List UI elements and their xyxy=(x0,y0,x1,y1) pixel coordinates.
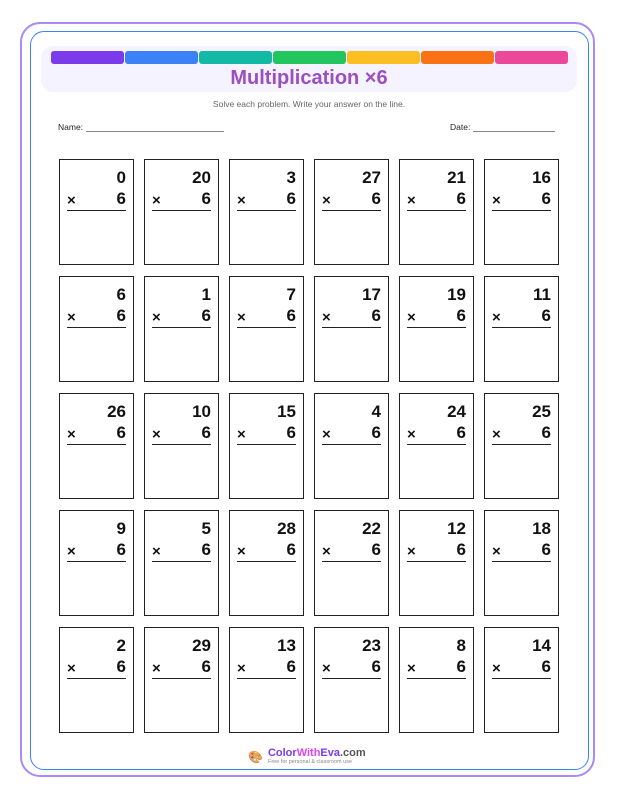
answer-line xyxy=(407,210,466,211)
times-sign: × xyxy=(67,543,76,560)
problem-card[interactable] xyxy=(59,159,134,265)
multiplier: 6 xyxy=(201,189,211,208)
multiplicand: 0 xyxy=(116,168,126,187)
problem-card[interactable] xyxy=(59,393,134,499)
brand-tagline: Free for personal & classroom use xyxy=(267,759,353,765)
problem-card[interactable] xyxy=(144,276,219,382)
problem-card[interactable] xyxy=(314,627,389,733)
times-sign: × xyxy=(407,426,416,443)
answer-line xyxy=(152,444,211,445)
multiplier: 6 xyxy=(286,657,296,676)
multiplicand: 24 xyxy=(447,402,466,421)
stripe-0 xyxy=(51,51,124,64)
multiplier: 6 xyxy=(116,540,126,559)
answer-line xyxy=(237,678,296,679)
footer-brand xyxy=(248,748,366,766)
times-sign: × xyxy=(152,309,161,326)
multiplier: 6 xyxy=(541,657,551,676)
problem-card[interactable] xyxy=(399,276,474,382)
page-title: Multiplication ×6 xyxy=(230,67,388,89)
name-line[interactable] xyxy=(86,122,224,132)
multiplicand: 20 xyxy=(192,168,211,187)
times-sign: × xyxy=(492,309,501,326)
multiplicand: 22 xyxy=(362,519,381,538)
multiplicand: 27 xyxy=(362,168,381,187)
problem-card[interactable] xyxy=(399,159,474,265)
multiplicand: 13 xyxy=(277,636,296,655)
stripe-6 xyxy=(495,51,568,64)
multiplicand: 19 xyxy=(447,285,466,304)
answer-line xyxy=(407,444,466,445)
answer-line xyxy=(67,561,126,562)
answer-line xyxy=(407,327,466,328)
multiplier: 6 xyxy=(371,540,381,559)
problem-card[interactable] xyxy=(399,627,474,733)
problem-card[interactable] xyxy=(144,510,219,616)
times-sign: × xyxy=(407,309,416,326)
answer-line xyxy=(492,444,551,445)
multiplier: 6 xyxy=(116,423,126,442)
multiplier: 6 xyxy=(286,189,296,208)
times-sign: × xyxy=(237,660,246,677)
multiplier: 6 xyxy=(541,189,551,208)
date-line[interactable] xyxy=(473,122,555,132)
name-label: Name: xyxy=(58,122,84,132)
problem-card[interactable] xyxy=(484,627,559,733)
answer-line xyxy=(492,678,551,679)
answer-line xyxy=(237,210,296,211)
multiplier: 6 xyxy=(286,306,296,325)
multiplicand: 21 xyxy=(447,168,466,187)
times-sign: × xyxy=(322,660,331,677)
multiplicand: 2 xyxy=(116,636,126,655)
multiplicand: 1 xyxy=(201,285,211,304)
answer-line xyxy=(322,561,381,562)
times-sign: × xyxy=(237,426,246,443)
problem-card[interactable] xyxy=(314,510,389,616)
problem-card[interactable] xyxy=(229,276,304,382)
problem-card[interactable] xyxy=(144,627,219,733)
times-sign: × xyxy=(492,660,501,677)
multiplier: 6 xyxy=(201,306,211,325)
instructions: Solve each problem. Write your answer on the line. xyxy=(212,99,406,109)
multiplicand: 17 xyxy=(362,285,381,304)
multiplicand: 15 xyxy=(277,402,296,421)
name-field[interactable] xyxy=(58,122,224,132)
problem-card[interactable] xyxy=(484,510,559,616)
answer-line xyxy=(407,678,466,679)
rainbow-stripes xyxy=(51,51,568,64)
times-sign: × xyxy=(67,660,76,677)
multiplier: 6 xyxy=(371,423,381,442)
answer-line xyxy=(67,444,126,445)
multiplicand: 9 xyxy=(116,519,126,538)
times-sign: × xyxy=(492,543,501,560)
multiplier: 6 xyxy=(456,540,466,559)
multiplier: 6 xyxy=(456,423,466,442)
multiplicand: 28 xyxy=(277,519,296,538)
answer-line xyxy=(492,210,551,211)
answer-line xyxy=(322,210,381,211)
stripe-5 xyxy=(421,51,494,64)
answer-line xyxy=(492,561,551,562)
answer-line xyxy=(322,678,381,679)
problem-card[interactable] xyxy=(59,510,134,616)
answer-line xyxy=(237,327,296,328)
problem-card[interactable] xyxy=(229,393,304,499)
multiplicand: 16 xyxy=(532,168,551,187)
multiplier: 6 xyxy=(116,657,126,676)
multiplier: 6 xyxy=(541,423,551,442)
problem-card[interactable] xyxy=(229,159,304,265)
answer-line xyxy=(237,561,296,562)
times-sign: × xyxy=(322,543,331,560)
stripe-3 xyxy=(273,51,346,64)
times-sign: × xyxy=(152,660,161,677)
multiplier: 6 xyxy=(456,306,466,325)
multiplier: 6 xyxy=(286,540,296,559)
multiplier: 6 xyxy=(541,540,551,559)
date-label: Date: xyxy=(450,122,471,132)
problem-card[interactable] xyxy=(59,276,134,382)
multiplicand: 4 xyxy=(371,402,381,421)
multiplier: 6 xyxy=(116,306,126,325)
problem-card[interactable] xyxy=(484,393,559,499)
multiplier: 6 xyxy=(201,423,211,442)
times-sign: × xyxy=(152,543,161,560)
multiplicand: 10 xyxy=(192,402,211,421)
stripe-1 xyxy=(125,51,198,64)
times-sign: × xyxy=(322,426,331,443)
answer-line xyxy=(322,327,381,328)
problem-card[interactable] xyxy=(144,159,219,265)
problem-card[interactable] xyxy=(314,393,389,499)
answer-line xyxy=(407,561,466,562)
stripe-4 xyxy=(347,51,420,64)
multiplicand: 8 xyxy=(456,636,466,655)
times-sign: × xyxy=(237,192,246,209)
multiplicand: 7 xyxy=(286,285,296,304)
times-sign: × xyxy=(237,309,246,326)
answer-line xyxy=(322,444,381,445)
problem-card[interactable] xyxy=(484,159,559,265)
answer-line xyxy=(67,678,126,679)
multiplicand: 5 xyxy=(201,519,211,538)
problem-card[interactable] xyxy=(229,627,304,733)
times-sign: × xyxy=(152,426,161,443)
times-sign: × xyxy=(407,543,416,560)
multiplier: 6 xyxy=(456,189,466,208)
multiplicand: 18 xyxy=(532,519,551,538)
problem-card[interactable] xyxy=(59,627,134,733)
times-sign: × xyxy=(492,426,501,443)
multiplier: 6 xyxy=(371,189,381,208)
multiplicand: 11 xyxy=(533,285,551,304)
multiplier: 6 xyxy=(371,306,381,325)
times-sign: × xyxy=(237,543,246,560)
problem-card[interactable] xyxy=(314,159,389,265)
multiplier: 6 xyxy=(201,657,211,676)
times-sign: × xyxy=(67,426,76,443)
problem-card[interactable] xyxy=(314,276,389,382)
answer-line xyxy=(152,327,211,328)
stripe-2 xyxy=(199,51,272,64)
times-sign: × xyxy=(492,192,501,209)
times-sign: × xyxy=(407,192,416,209)
times-sign: × xyxy=(67,192,76,209)
multiplier: 6 xyxy=(371,657,381,676)
brand-name: ColorWithEva.com xyxy=(267,747,366,759)
times-sign: × xyxy=(67,309,76,326)
multiplier: 6 xyxy=(201,540,211,559)
multiplicand: 29 xyxy=(192,636,211,655)
multiplicand: 12 xyxy=(447,519,466,538)
multiplier: 6 xyxy=(286,423,296,442)
times-sign: × xyxy=(152,192,161,209)
multiplier: 6 xyxy=(116,189,126,208)
palette-icon: 🎨 xyxy=(248,750,263,764)
problem-card[interactable] xyxy=(399,510,474,616)
problem-grid xyxy=(59,159,559,733)
answer-line xyxy=(152,561,211,562)
multiplicand: 3 xyxy=(286,168,296,187)
date-field[interactable] xyxy=(450,122,555,132)
answer-line xyxy=(67,327,126,328)
multiplier: 6 xyxy=(541,306,551,325)
problem-card[interactable] xyxy=(399,393,474,499)
multiplicand: 23 xyxy=(362,636,381,655)
answer-line xyxy=(492,327,551,328)
multiplicand: 14 xyxy=(532,636,551,655)
answer-line xyxy=(67,210,126,211)
problem-card[interactable] xyxy=(484,276,559,382)
problem-card[interactable] xyxy=(144,393,219,499)
multiplicand: 6 xyxy=(116,285,126,304)
times-sign: × xyxy=(322,192,331,209)
multiplicand: 25 xyxy=(532,402,551,421)
times-sign: × xyxy=(322,309,331,326)
times-sign: × xyxy=(407,660,416,677)
answer-line xyxy=(237,444,296,445)
answer-line xyxy=(152,210,211,211)
multiplicand: 26 xyxy=(107,402,126,421)
multiplier: 6 xyxy=(456,657,466,676)
problem-card[interactable] xyxy=(229,510,304,616)
answer-line xyxy=(152,678,211,679)
